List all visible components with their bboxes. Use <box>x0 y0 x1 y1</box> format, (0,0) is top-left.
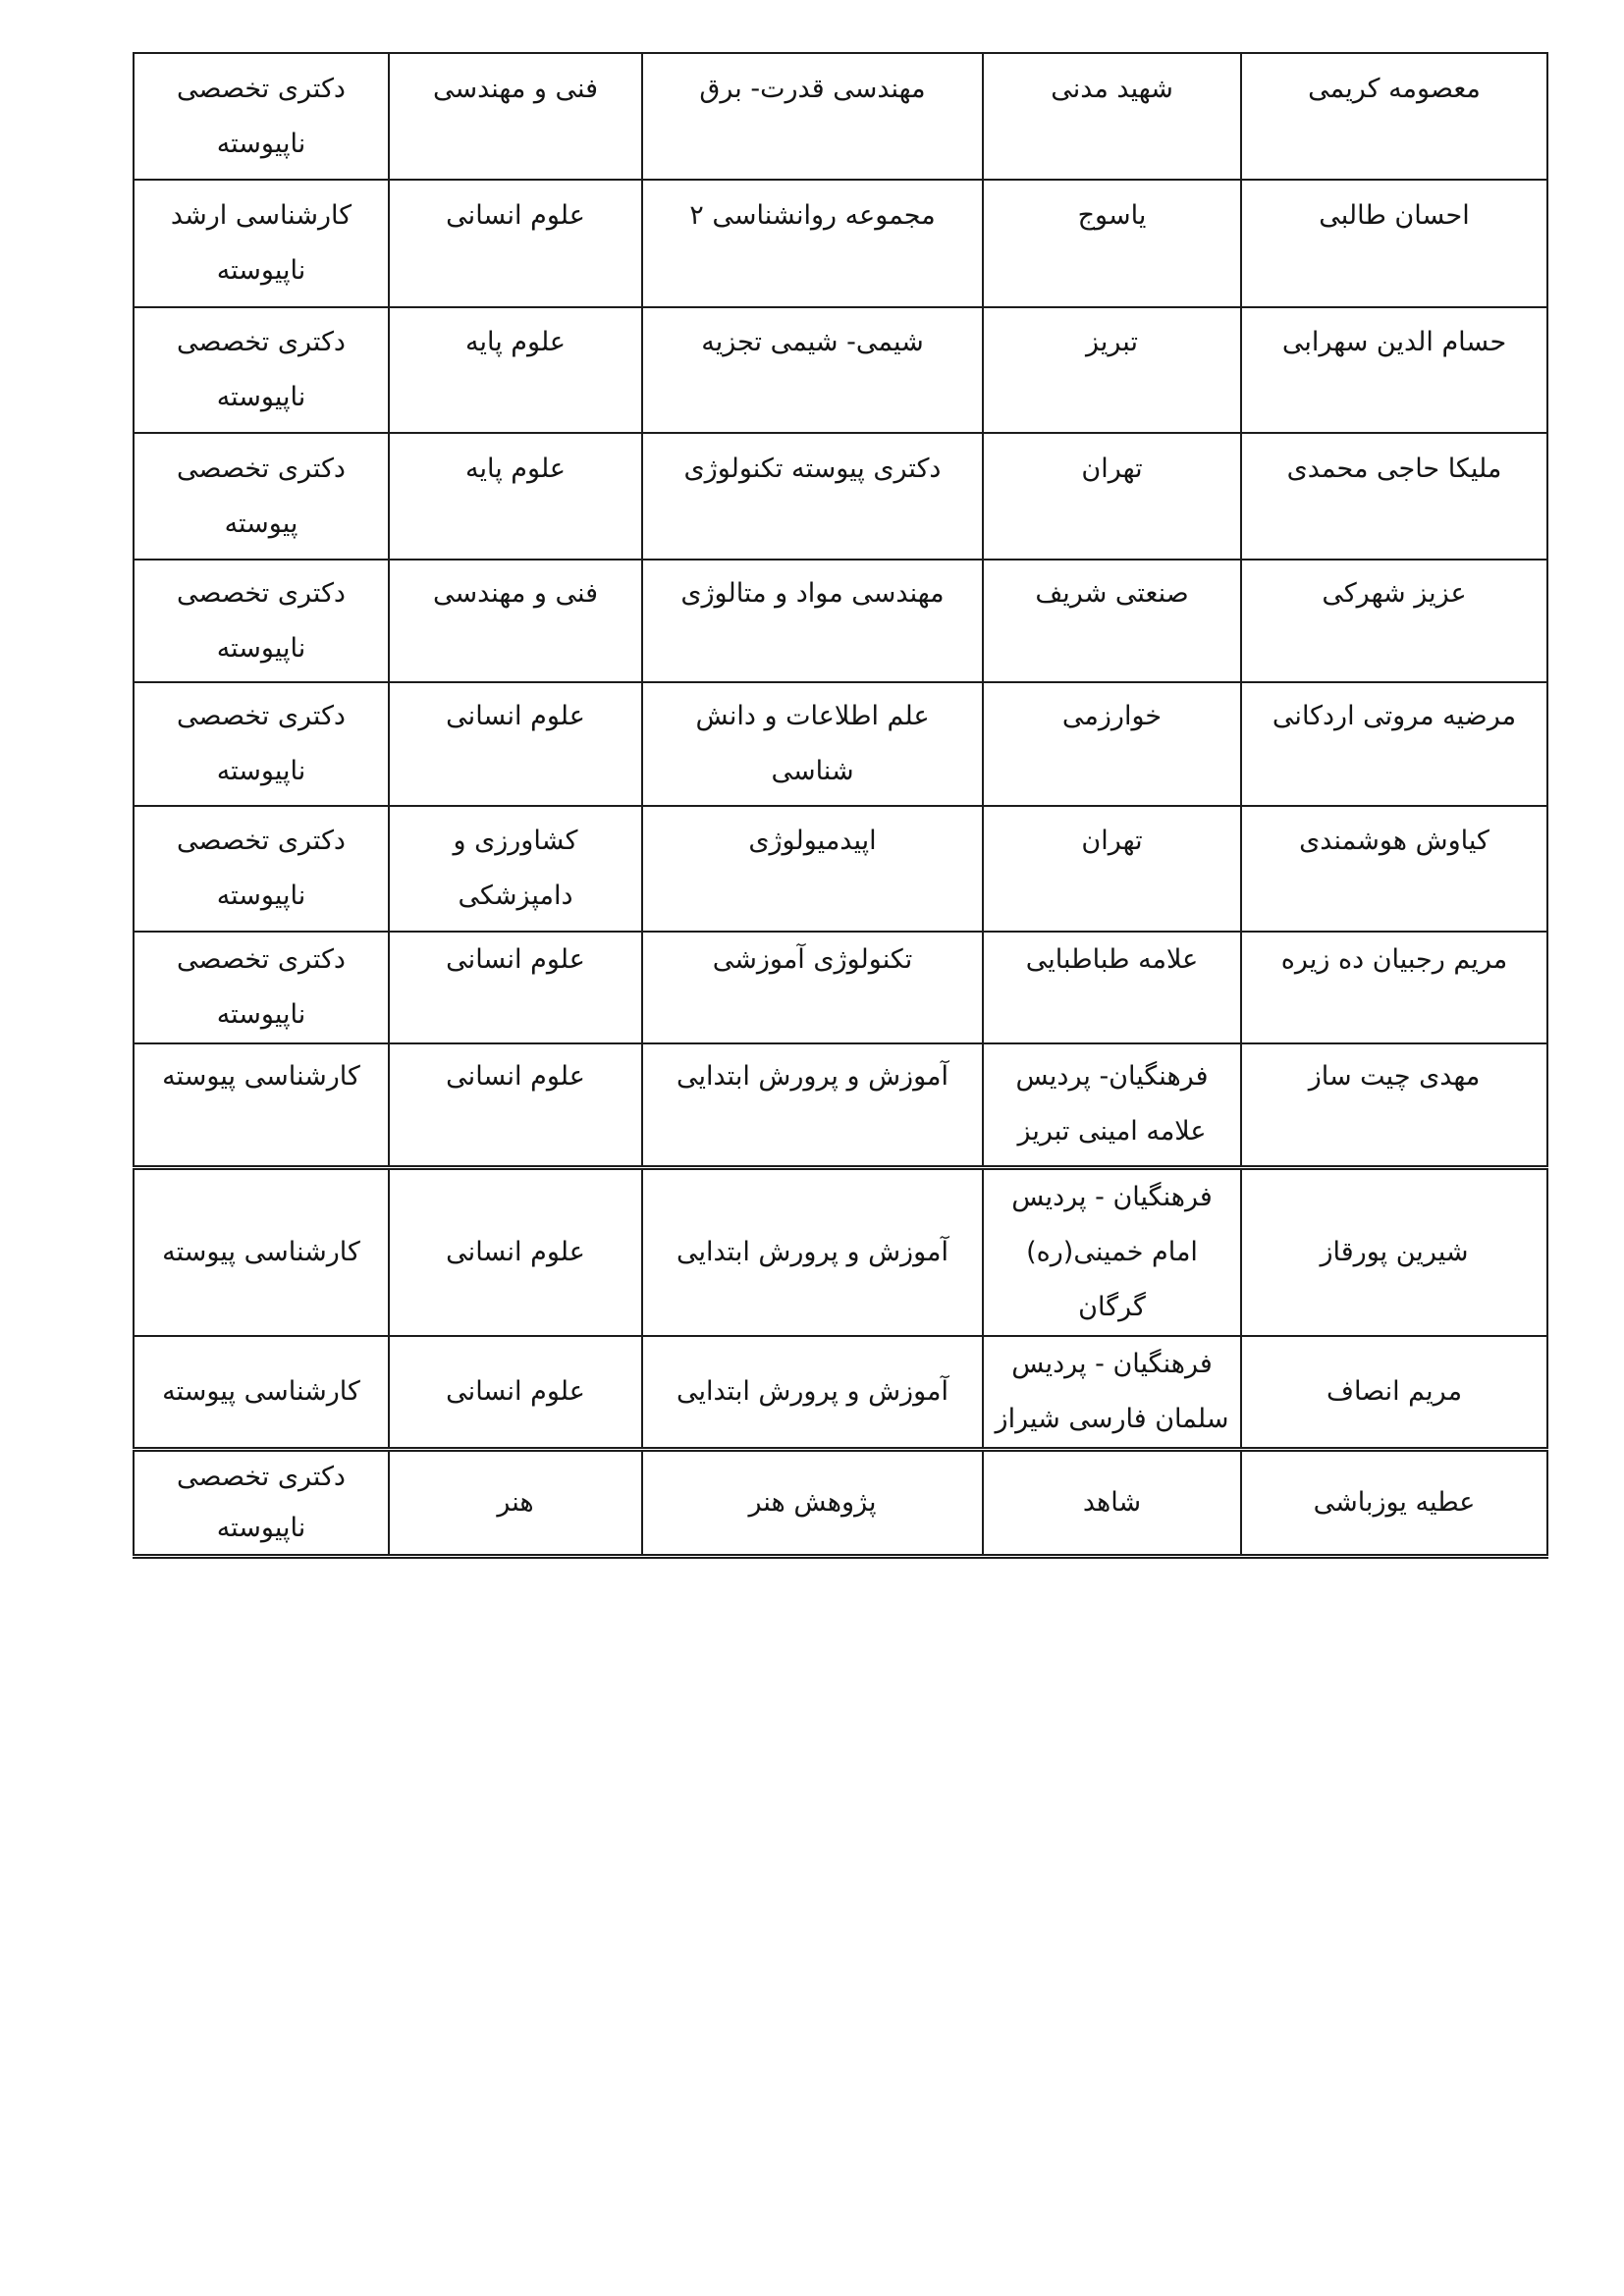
cell-name: عطیه یوزباشی <box>1241 1449 1547 1556</box>
cell-degree: دکتری تخصصی ناپیوسته <box>134 560 389 682</box>
cell-field: آموزش و پرورش ابتدایی <box>642 1336 983 1450</box>
cell-field: مهندسی مواد و متالوژی <box>642 560 983 682</box>
table-row <box>134 53 1547 180</box>
cell-name: شیرین پورقاز <box>1241 1167 1547 1336</box>
cell-name: کیاوش هوشمندی <box>1241 806 1547 932</box>
cell-category: علوم انسانی <box>389 682 642 806</box>
cell-name: احسان طالبی <box>1241 180 1547 307</box>
cell-name: مریم انصاف <box>1241 1336 1547 1450</box>
cell-university: فرهنگیان- پردیس علامه امینی تبریز <box>983 1043 1241 1167</box>
cell-category: فنی و مهندسی <box>389 53 642 180</box>
cell-degree: دکتری تخصصی ناپیوسته <box>134 682 389 806</box>
table-row <box>134 932 1547 1043</box>
cell-field: مجموعه روانشناسی ۲ <box>642 180 983 307</box>
cell-field: آموزش و پرورش ابتدایی <box>642 1167 983 1336</box>
table-row <box>134 1449 1547 1556</box>
cell-degree: کارشناسی پیوسته <box>134 1167 389 1336</box>
cell-university: تهران <box>983 433 1241 560</box>
cell-university: شاهد <box>983 1449 1241 1556</box>
cell-university: تهران <box>983 806 1241 932</box>
cell-degree: کارشناسی پیوسته <box>134 1043 389 1167</box>
admissions-table-body <box>134 53 1547 1556</box>
table-row <box>134 806 1547 932</box>
cell-field: آموزش و پرورش ابتدایی <box>642 1043 983 1167</box>
cell-field: تکنولوژی آموزشی <box>642 932 983 1043</box>
cell-field: پژوهش هنر <box>642 1449 983 1556</box>
table-row <box>134 307 1547 433</box>
cell-degree: دکتری تخصصی ناپیوسته <box>134 1449 389 1556</box>
table-row <box>134 1043 1547 1167</box>
cell-category: علوم انسانی <box>389 1336 642 1450</box>
cell-name: معصومه کریمی <box>1241 53 1547 180</box>
table-row <box>134 1336 1547 1450</box>
cell-category: کشاورزی و دامپزشکی <box>389 806 642 932</box>
cell-name: مهدی چیت ساز <box>1241 1043 1547 1167</box>
table-row <box>134 682 1547 806</box>
cell-degree: دکتری تخصصی ناپیوسته <box>134 806 389 932</box>
cell-name: مرضیه مروتی اردکانی <box>1241 682 1547 806</box>
cell-category: علوم پایه <box>389 433 642 560</box>
cell-university: علامه طباطبایی <box>983 932 1241 1043</box>
cell-name: عزیز شهرکی <box>1241 560 1547 682</box>
cell-name: مریم رجبیان ده زیره <box>1241 932 1547 1043</box>
cell-field: شیمی- شیمی تجزیه <box>642 307 983 433</box>
cell-category: علوم انسانی <box>389 932 642 1043</box>
admissions-table <box>133 52 1548 1559</box>
cell-category: هنر <box>389 1449 642 1556</box>
cell-field: علم اطلاعات و دانش شناسی <box>642 682 983 806</box>
cell-degree: دکتری تخصصی پیوسته <box>134 433 389 560</box>
cell-university: صنعتی شریف <box>983 560 1241 682</box>
cell-university: شهید مدنی <box>983 53 1241 180</box>
cell-category: علوم پایه <box>389 307 642 433</box>
cell-university: فرهنگیان - پردیس امام خمینی(ره) گرگان <box>983 1167 1241 1336</box>
table-row <box>134 1167 1547 1336</box>
table-row <box>134 433 1547 560</box>
cell-field: اپیدمیولوژی <box>642 806 983 932</box>
cell-name: ملیکا حاجی محمدی <box>1241 433 1547 560</box>
cell-university: تبریز <box>983 307 1241 433</box>
cell-name: حسام الدین سهرابی <box>1241 307 1547 433</box>
cell-degree: کارشناسی پیوسته <box>134 1336 389 1450</box>
cell-field: مهندسی قدرت- برق <box>642 53 983 180</box>
cell-degree: دکتری تخصصی ناپیوسته <box>134 307 389 433</box>
table-row <box>134 560 1547 682</box>
cell-degree: کارشناسی ارشد ناپیوسته <box>134 180 389 307</box>
cell-category: علوم انسانی <box>389 1043 642 1167</box>
cell-degree: دکتری تخصصی ناپیوسته <box>134 932 389 1043</box>
cell-category: فنی و مهندسی <box>389 560 642 682</box>
table-row <box>134 180 1547 307</box>
cell-university: یاسوج <box>983 180 1241 307</box>
cell-category: علوم انسانی <box>389 1167 642 1336</box>
cell-degree: دکتری تخصصی ناپیوسته <box>134 53 389 180</box>
cell-university: خوارزمی <box>983 682 1241 806</box>
cell-field: دکتری پیوسته تکنولوژی <box>642 433 983 560</box>
cell-category: علوم انسانی <box>389 180 642 307</box>
cell-university: فرهنگیان - پردیس سلمان فارسی شیراز <box>983 1336 1241 1450</box>
